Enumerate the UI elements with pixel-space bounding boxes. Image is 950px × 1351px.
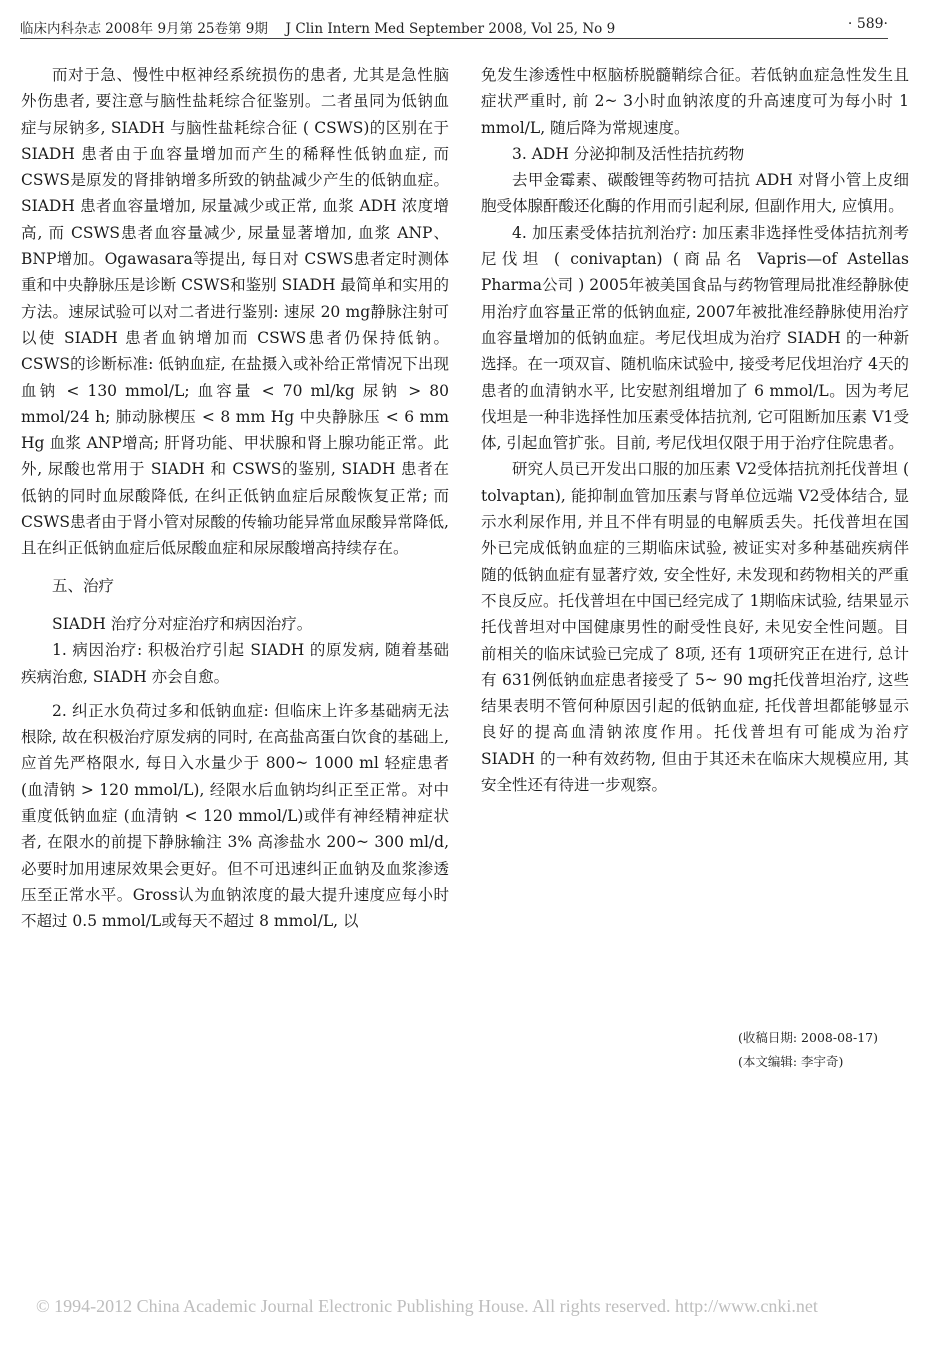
page-number: · 589· <box>847 16 888 32</box>
left-column <box>21 62 449 935</box>
copyright-watermark: © 1994-2012 China Academic Journal Electronic Publishing House. All rights reserved. http://www.cnki.net <box>36 1296 818 1316</box>
page-header <box>0 0 950 40</box>
header-rule <box>20 38 888 39</box>
received-date: (收稿日期: 2008-08-17) <box>738 1030 879 1045</box>
paragraph-continuation: 免发生渗透性中枢脑桥脱髓鞘综合征。若低钠血症急性发生且症状严重时, 前 2~ 3小时血钠浓度的升高速度可为每小时 1 mmol/L, 随后降为常规速度。 <box>481 66 909 137</box>
journal-citation: 临床内科杂志 2008年 9月第 25卷第 9期 J Clin Intern Med September 2008, Vol 25, No 9 <box>20 21 616 37</box>
paragraph-etiologic-treatment: 1. 病因治疗: 积极治疗引起 SIADH 的原发病, 随着基础疾病治愈, SIADH 亦会自愈。 <box>21 641 449 686</box>
paragraph-conivaptan: 4. 加压素受体拮抗剂治疗: 加压素非选择性受体拮抗剂考尼伐坦 ( conivaptan) (商品名 Vapris—of Astellas Pharma公司 ) 2005年被美国食品与药物管理局批准经静脉使用治疗血容量正常的低钠血症, 2007年被批准经静脉使用治疗血容量增加的低钠血症。考尼伐坦成为治疗 SIADH 的一种新选择。在一项双盲、随机临床试验中, 接受考尼伐坦治疗 4天的患者的血清钠水平, 比安慰剂组增加了 6 mmol/L。因为考尼伐坦是一种非选择性加压素受体拮抗剂, 它可阻断加压素 V1受体, 引起血管扩张。目前, 考尼伐坦仅限于用于治疗住院患者。 <box>481 223 909 453</box>
paragraph-tolvaptan: 研究人员已开发出口服的加压素 V2受体拮抗剂托伐普坦 ( tolvaptan), 能抑制血管加压素与肾单位远端 V2受体结合, 显示水利尿作用, 并且不伴有明显的电解质丢失。托伐普坦在国外已完成低钠血症的三期临床试验, 被证实对多种基础疾病伴随的低钠血症有显著疗效, 安全性好, 未发现和药物相关的严重不良反应。托伐普坦在中国已经完成了 1期临床试验, 结果显示托伐普坦对中国健康男性的耐受性良好, 未见安全性问题。目前相关的临床试验已完成了 8项, 还有 1项研究正在进行, 总计有 631例低钠血症患者接受了 5~ 90 mg托伐普坦治疗, 这些结果表明不管何种原因引起的低钠血症, 托伐普坦都能够显示良好的提高血清钠浓度作用。托伐普坦有可能成为治疗 SIADH 的一种有效药物, 但由于其还未在临床大规模应用, 其安全性还有待进一步观察。 <box>481 460 909 795</box>
paragraph-treatment-intro: SIADH 治疗分对症治疗和病因治疗。 <box>52 614 313 633</box>
paragraph-cswsd-differential: 而对于急、慢性中枢神经系统损伤的患者, 尤其是急性脑外伤患者, 要注意与脑性盐耗综合征鉴别。二者虽同为低钠血症与尿钠多, SIADH 与脑性盐耗综合征 ( CSWS)的区别在于 SIADH 患者由于血容量增加而产生的稀释性低钠血症, 而 CSWS是原发的肾排钠增多所致的钠盐减少产生的低钠血症。SIADH 患者血容量增加, 尿量减少或正常, 血浆 ADH 浓度增高, 而 CSWS患者血容量减少, 尿量显著增加, 血浆 ANP、BNP增加。Ogawasara等提出, 每日对 CSWS患者定时测体重和中央静脉压是诊断 CSWS和鉴别 SIADH 最简单和实用的方法。速尿试验可以对二者进行鉴别: 速尿 20 mg静脉注射可以使 SIADH 患者血钠增加而 CSWS患者仍保持低钠。CSWS的诊断标准: 低钠血症, 在盐摄入或补给正常情况下出现血钠 < 130 mmol/L; 血容量 < 70 ml/kg 尿钠 > 80 mmol/24 h; 肺动脉楔压 < 8 mm Hg 中央静脉压 < 6 mm Hg 血浆 ANP增高; 肝肾功能、甲状腺和肾上腺功能正常。此外, 尿酸也常用于 SIADH 和 CSWS的鉴别, SIADH 患者在低钠的同时血尿酸降低, 在纠正低钠血症后尿酸恢复正常; 而 CSWS患者由于肾小管对尿酸的传输功能异常血尿酸异常降低, 且在纠正低钠血症后低尿酸血症和尿尿酸增高持续存在。 <box>21 66 449 558</box>
subheading-adh-inhibitors: 3. ADH 分泌抑制及活性拮抗药物 <box>512 144 745 163</box>
editor-credit: (本文编辑: 李宇奇) <box>738 1054 844 1069</box>
section-heading-treatment: 五、治疗 <box>52 576 115 595</box>
paragraph-demeclocycline: 去甲金霉素、碳酸锂等药物可拮抗 ADH 对肾小管上皮细胞受体腺酐酸还化酶的作用而引起利尿, 但副作用大, 应慎用。 <box>481 171 909 216</box>
paragraph-correct-hyponatremia: 2. 纠正水负荷过多和低钠血症: 但临床上许多基础病无法根除, 故在积极治疗原发病的同时, 在高盐高蛋白饮食的基础上, 应首先严格限水, 每日入水量少于 800~ 1000 ml 轻症患者 (血清钠 > 120 mmol/L), 经限水后血钠均纠正至正常。对中重度低钠血症 (血清钠 < 120 mmol/L)或伴有神经精神症状者, 在限水的前提下静脉输注 3% 高渗盐水 200~ 300 ml/d, 必要时加用速尿效果会更好。但不可迅速纠正血钠及血浆渗透压至正常水平。Gross认为血钠浓度的最大提升速度应每小时不超过 0.5 mmol/L或每天不超过 8 mmol/L, 以 <box>21 701 449 931</box>
right-column <box>481 62 909 798</box>
